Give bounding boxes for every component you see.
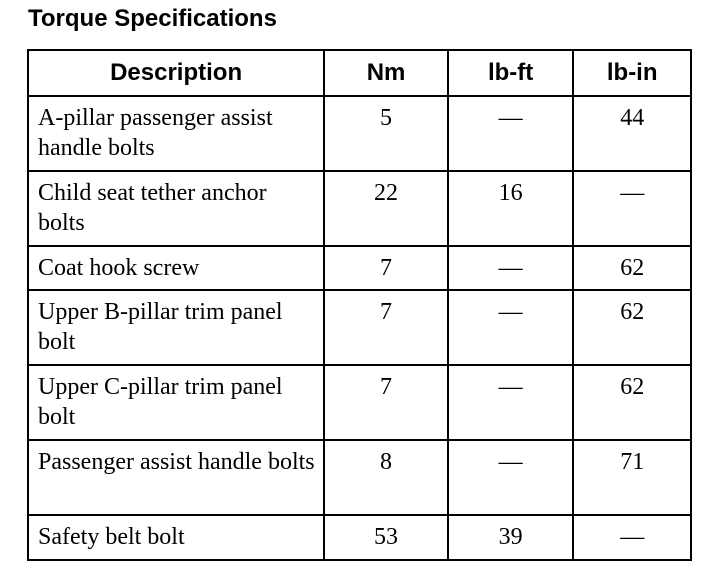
cell-nm: 8	[324, 440, 448, 515]
cell-description: A-pillar passenger assist handle bolts	[28, 96, 324, 171]
cell-nm: 7	[324, 290, 448, 365]
cell-lb-ft: 16	[448, 171, 574, 246]
cell-description: Upper C-pillar trim panel bolt	[28, 365, 324, 440]
cell-lb-in: —	[573, 171, 691, 246]
page-title: Torque Specifications	[28, 5, 277, 32]
table-header-row	[28, 50, 691, 96]
table-row	[28, 290, 691, 365]
table-row	[28, 365, 691, 440]
cell-lb-ft: —	[448, 246, 574, 290]
torque-spec-table	[27, 49, 692, 561]
cell-lb-ft: —	[448, 290, 574, 365]
cell-lb-in: 62	[573, 290, 691, 365]
cell-description: Passenger assist handle bolts	[28, 440, 324, 515]
header-nm: Nm	[324, 50, 448, 96]
cell-description: Safety belt bolt	[28, 515, 324, 560]
cell-lb-ft: —	[448, 96, 574, 171]
cell-lb-in: 71	[573, 440, 691, 515]
cell-nm: 53	[324, 515, 448, 560]
cell-lb-ft: 39	[448, 515, 574, 560]
table-row	[28, 171, 691, 246]
cell-lb-ft: —	[448, 440, 574, 515]
cell-lb-in: 62	[573, 365, 691, 440]
cell-lb-in: 62	[573, 246, 691, 290]
cell-description: Upper B-pillar trim panel bolt	[28, 290, 324, 365]
table-row	[28, 515, 691, 560]
cell-nm: 22	[324, 171, 448, 246]
table-row	[28, 96, 691, 171]
cell-lb-ft: —	[448, 365, 574, 440]
cell-lb-in: 44	[573, 96, 691, 171]
table-row	[28, 440, 691, 515]
header-lb-ft: lb-ft	[448, 50, 574, 96]
cell-nm: 7	[324, 365, 448, 440]
cell-lb-in: —	[573, 515, 691, 560]
header-description: Description	[28, 50, 324, 96]
cell-nm: 5	[324, 96, 448, 171]
cell-nm: 7	[324, 246, 448, 290]
cell-description: Coat hook screw	[28, 246, 324, 290]
cell-description: Child seat tether anchor bolts	[28, 171, 324, 246]
table-row	[28, 246, 691, 290]
header-lb-in: lb-in	[573, 50, 691, 96]
